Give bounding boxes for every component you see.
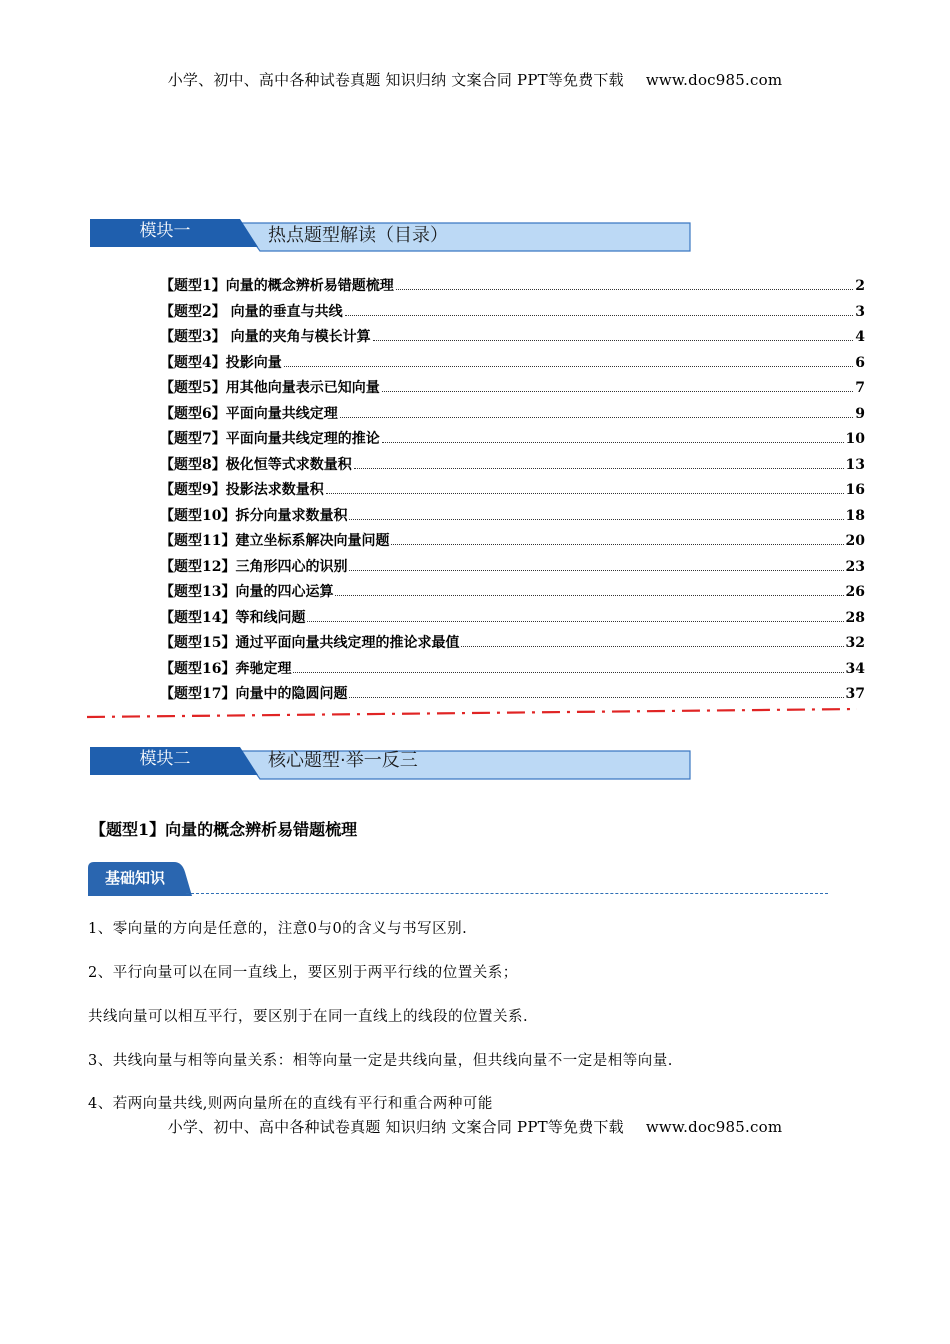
footer-url[interactable]: www.doc985.com	[645, 1118, 783, 1136]
toc-dot-leader	[391, 534, 843, 545]
toc-dot-leader	[326, 483, 844, 494]
toc-dot-leader	[284, 356, 854, 367]
toc-item-page: 7	[855, 380, 865, 396]
toc-item-label: 【题型8】极化恒等式求数量积	[160, 456, 352, 473]
table-of-contents	[160, 275, 865, 709]
toc-item[interactable]	[160, 301, 865, 327]
toc-item[interactable]	[160, 479, 865, 505]
header-url[interactable]: www.doc985.com	[645, 71, 783, 89]
toc-item[interactable]	[160, 377, 865, 403]
toc-item[interactable]	[160, 556, 865, 582]
toc-item-page: 20	[845, 533, 865, 549]
toc-item[interactable]	[160, 454, 865, 480]
knowledge-paragraph: 4、若两向量共线,则两向量所在的直线有平行和重合两种可能	[88, 1096, 493, 1112]
footer-text: 小学、初中、高中各种试卷真题 知识归纳 文案合同 PPT等免费下载	[167, 1118, 624, 1136]
module1-title: 热点题型解读（目录）	[268, 225, 448, 246]
header-text: 小学、初中、高中各种试卷真题 知识归纳 文案合同 PPT等免费下载	[167, 71, 624, 89]
toc-item-page: 34	[845, 660, 865, 677]
toc-item-page: 26	[845, 584, 865, 600]
toc-item-label: 【题型5】用其他向量表示已知向量	[160, 380, 380, 396]
toc-item-label: 【题型9】投影法求数量积	[160, 482, 324, 498]
toc-item-page: 9	[855, 405, 865, 422]
toc-dot-leader	[345, 305, 854, 316]
toc-item[interactable]	[160, 632, 865, 658]
toc-item[interactable]	[160, 505, 865, 531]
toc-item-page: 6	[855, 354, 865, 371]
toc-dot-leader	[373, 330, 854, 341]
toc-item[interactable]	[160, 607, 865, 633]
toc-item-page: 32	[845, 635, 865, 651]
toc-item-page: 16	[845, 482, 865, 498]
module2-banner	[90, 747, 693, 779]
toc-item[interactable]	[160, 530, 865, 556]
module2-label: 模块二	[139, 749, 191, 769]
toc-item-page: 13	[845, 456, 865, 473]
toc-item-label: 【题型4】投影向量	[160, 354, 282, 371]
module1-label: 模块一	[139, 221, 191, 241]
page-header	[0, 69, 950, 90]
module2-title: 核心题型·举一反三	[268, 750, 418, 771]
toc-item-page: 28	[845, 609, 865, 626]
knowledge-paragraph: 共线向量可以相互平行，要区别于在同一直线上的线段的位置关系.	[88, 1009, 529, 1025]
toc-item[interactable]	[160, 658, 865, 684]
toc-item-page: 10	[845, 431, 865, 447]
toc-dot-leader	[382, 381, 854, 392]
toc-item[interactable]	[160, 428, 865, 454]
basic-knowledge-rule	[186, 893, 828, 894]
toc-dot-leader	[340, 407, 854, 418]
toc-item-page: 18	[845, 507, 865, 524]
toc-item-page: 2	[855, 278, 865, 294]
knowledge-paragraph: 2、平行向量可以在同一直线上，要区别于两平行线的位置关系；	[88, 965, 518, 981]
page-footer	[0, 1116, 950, 1137]
toc-item-label: 【题型2】 向量的垂直与共线	[160, 303, 343, 320]
toc-item-label: 【题型3】 向量的夹角与模长计算	[160, 329, 371, 345]
toc-dot-leader	[349, 560, 843, 571]
toc-item-label: 【题型14】等和线问题	[160, 609, 306, 626]
module1-banner	[90, 219, 693, 251]
toc-dot-leader	[461, 636, 843, 647]
toc-item-label: 【题型1】向量的概念辨析易错题梳理	[160, 278, 394, 294]
knowledge-paragraph: 3、共线向量与相等向量关系：相等向量一定是共线向量，但共线向量不一定是相等向量.	[88, 1053, 673, 1069]
section-divider	[85, 706, 860, 720]
toc-item-label: 【题型13】向量的四心运算	[160, 584, 334, 600]
toc-dot-leader	[335, 585, 843, 596]
toc-item[interactable]	[160, 326, 865, 352]
toc-item-label: 【题型15】通过平面向量共线定理的推论求最值	[160, 635, 460, 651]
toc-item-label: 【题型16】奔驰定理	[160, 660, 292, 677]
toc-item-label: 【题型12】三角形四心的识别	[160, 558, 348, 575]
toc-item[interactable]	[160, 581, 865, 607]
toc-dot-leader	[293, 662, 843, 673]
toc-item[interactable]	[160, 275, 865, 301]
toc-dot-leader	[396, 279, 854, 290]
toc-dot-leader	[354, 458, 844, 469]
toc-item-page: 3	[855, 303, 865, 320]
toc-item-label: 【题型7】平面向量共线定理的推论	[160, 431, 380, 447]
toc-item[interactable]	[160, 403, 865, 429]
toc-item-page: 23	[845, 558, 865, 575]
toc-item-page: 4	[855, 329, 865, 345]
basic-knowledge-label: 基础知识	[104, 869, 165, 887]
toc-item[interactable]	[160, 352, 865, 378]
toc-item-label: 【题型17】向量中的隐圆问题	[160, 686, 348, 702]
section-title: 【题型1】向量的概念辨析易错题梳理	[90, 820, 358, 839]
toc-dot-leader	[349, 687, 843, 698]
toc-item-page: 37	[845, 686, 865, 702]
toc-dot-leader	[307, 611, 843, 622]
toc-item-label: 【题型6】平面向量共线定理	[160, 405, 338, 422]
knowledge-paragraph: 1、零向量的方向是任意的，注意0与0的含义与书写区别.	[88, 921, 468, 937]
toc-item-label: 【题型11】建立坐标系解决向量问题	[160, 533, 390, 549]
toc-item-label: 【题型10】拆分向量求数量积	[160, 507, 348, 524]
toc-item[interactable]	[160, 683, 865, 709]
toc-dot-leader	[349, 509, 843, 520]
toc-dot-leader	[382, 432, 844, 443]
